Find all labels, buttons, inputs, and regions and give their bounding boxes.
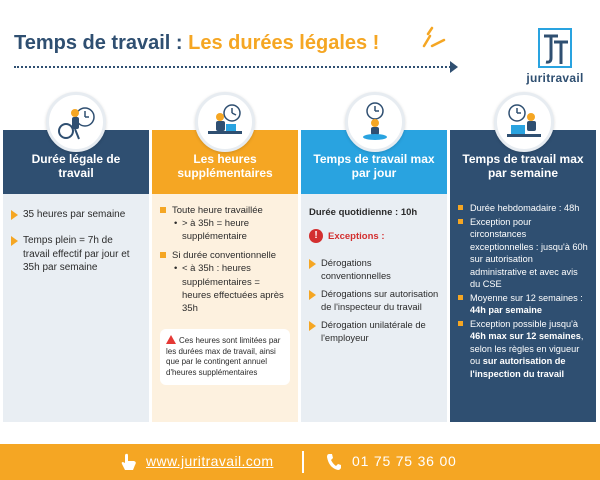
juritravail-logo <box>520 28 590 86</box>
list-item <box>458 292 588 317</box>
pointing-hand-icon <box>120 452 138 472</box>
page-title <box>14 32 379 55</box>
jt-logo-icon <box>538 28 572 68</box>
column-max-par-semaine <box>450 130 596 422</box>
column-heures-supplementaires <box>152 130 298 422</box>
person-meditating-clock-icon <box>345 92 405 152</box>
phone-number[interactable]: 01 75 75 36 00 <box>352 453 457 469</box>
daily-duration: Durée quotidienne : 10h <box>309 207 418 218</box>
column-duree-legale <box>3 130 149 422</box>
warning-note-text: Ces heures sont limitées par les durées max de travail, ainsi que par le contingent annuel d'heures supplémentaires <box>166 335 281 378</box>
column-body <box>301 194 447 422</box>
phone-icon <box>326 453 342 471</box>
column-heading: Durée légale de travail <box>3 130 149 194</box>
column-body <box>3 194 149 422</box>
list-item-text: Si durée conventionnelle <box>172 250 277 262</box>
list-item: Dérogations conventionnelles <box>309 257 439 283</box>
list-item: 35 heures par semaine <box>11 208 141 222</box>
list-subitem: • < à 35h : heures supplémentaires = heures effectuées après 35h <box>172 262 290 314</box>
list-item: Temps plein = 7h de travail effectif par jour et 35h par semaine <box>11 234 141 275</box>
list-item <box>160 249 290 315</box>
list-item: Dérogations sur autorisation de l'inspecteur du travail <box>309 288 439 314</box>
footer-bar <box>0 444 600 480</box>
logo-text: juritravail <box>526 71 584 85</box>
underline-arrow-icon <box>450 61 458 73</box>
list-item: Exception pour circonstances exceptionnelles : jusqu'à 60h sur autorisation administrative et avec avis du CSE <box>458 216 588 291</box>
list-item-text: , selon les règles en vigueur ou <box>470 331 584 367</box>
list-item: Dérogation unilatérale de l'employeur <box>309 319 439 345</box>
list-item <box>160 204 290 243</box>
warning-note <box>160 329 290 385</box>
list-item-bold: sur autorisation de l'inspection du travail <box>470 356 566 379</box>
title-part-2: Les durées légales ! <box>188 32 380 54</box>
column-heading: Temps de travail max par semaine <box>450 130 596 194</box>
person-at-desk-clock-icon <box>195 92 255 152</box>
list-subitem: • > à 35h = heure supplémentaire <box>172 217 290 243</box>
exclamation-icon: ! <box>309 229 323 243</box>
list-item-bold: 46h max sur 12 semaines <box>470 331 581 342</box>
exceptions-label: Exceptions : <box>328 230 385 242</box>
footer-divider <box>302 451 304 473</box>
exceptions-header <box>309 229 439 243</box>
emphasis-rays-icon <box>420 26 450 48</box>
warning-icon <box>166 335 176 344</box>
list-item <box>458 318 588 381</box>
column-body <box>450 194 596 422</box>
title-underline <box>14 66 454 68</box>
website-link[interactable]: www.juritravail.com <box>146 453 274 469</box>
list-item-text: Toute heure travaillée <box>172 205 263 216</box>
person-at-laptop-clock-icon <box>494 92 554 152</box>
list-item-text: Moyenne sur 12 semaines : <box>470 292 583 303</box>
column-body <box>152 194 298 422</box>
column-max-par-jour <box>301 130 447 422</box>
person-with-bicycle-clock-icon <box>46 92 106 152</box>
column-heading: Les heures supplémentaires <box>152 130 298 194</box>
column-heading: Temps de travail max par jour <box>301 130 447 194</box>
title-part-1: Temps de travail : <box>14 32 183 54</box>
list-item-text: Exception possible jusqu'à <box>470 318 578 329</box>
list-item: Durée hebdomadaire : 48h <box>458 202 588 215</box>
list-item-bold: 44h par semaine <box>470 305 543 316</box>
